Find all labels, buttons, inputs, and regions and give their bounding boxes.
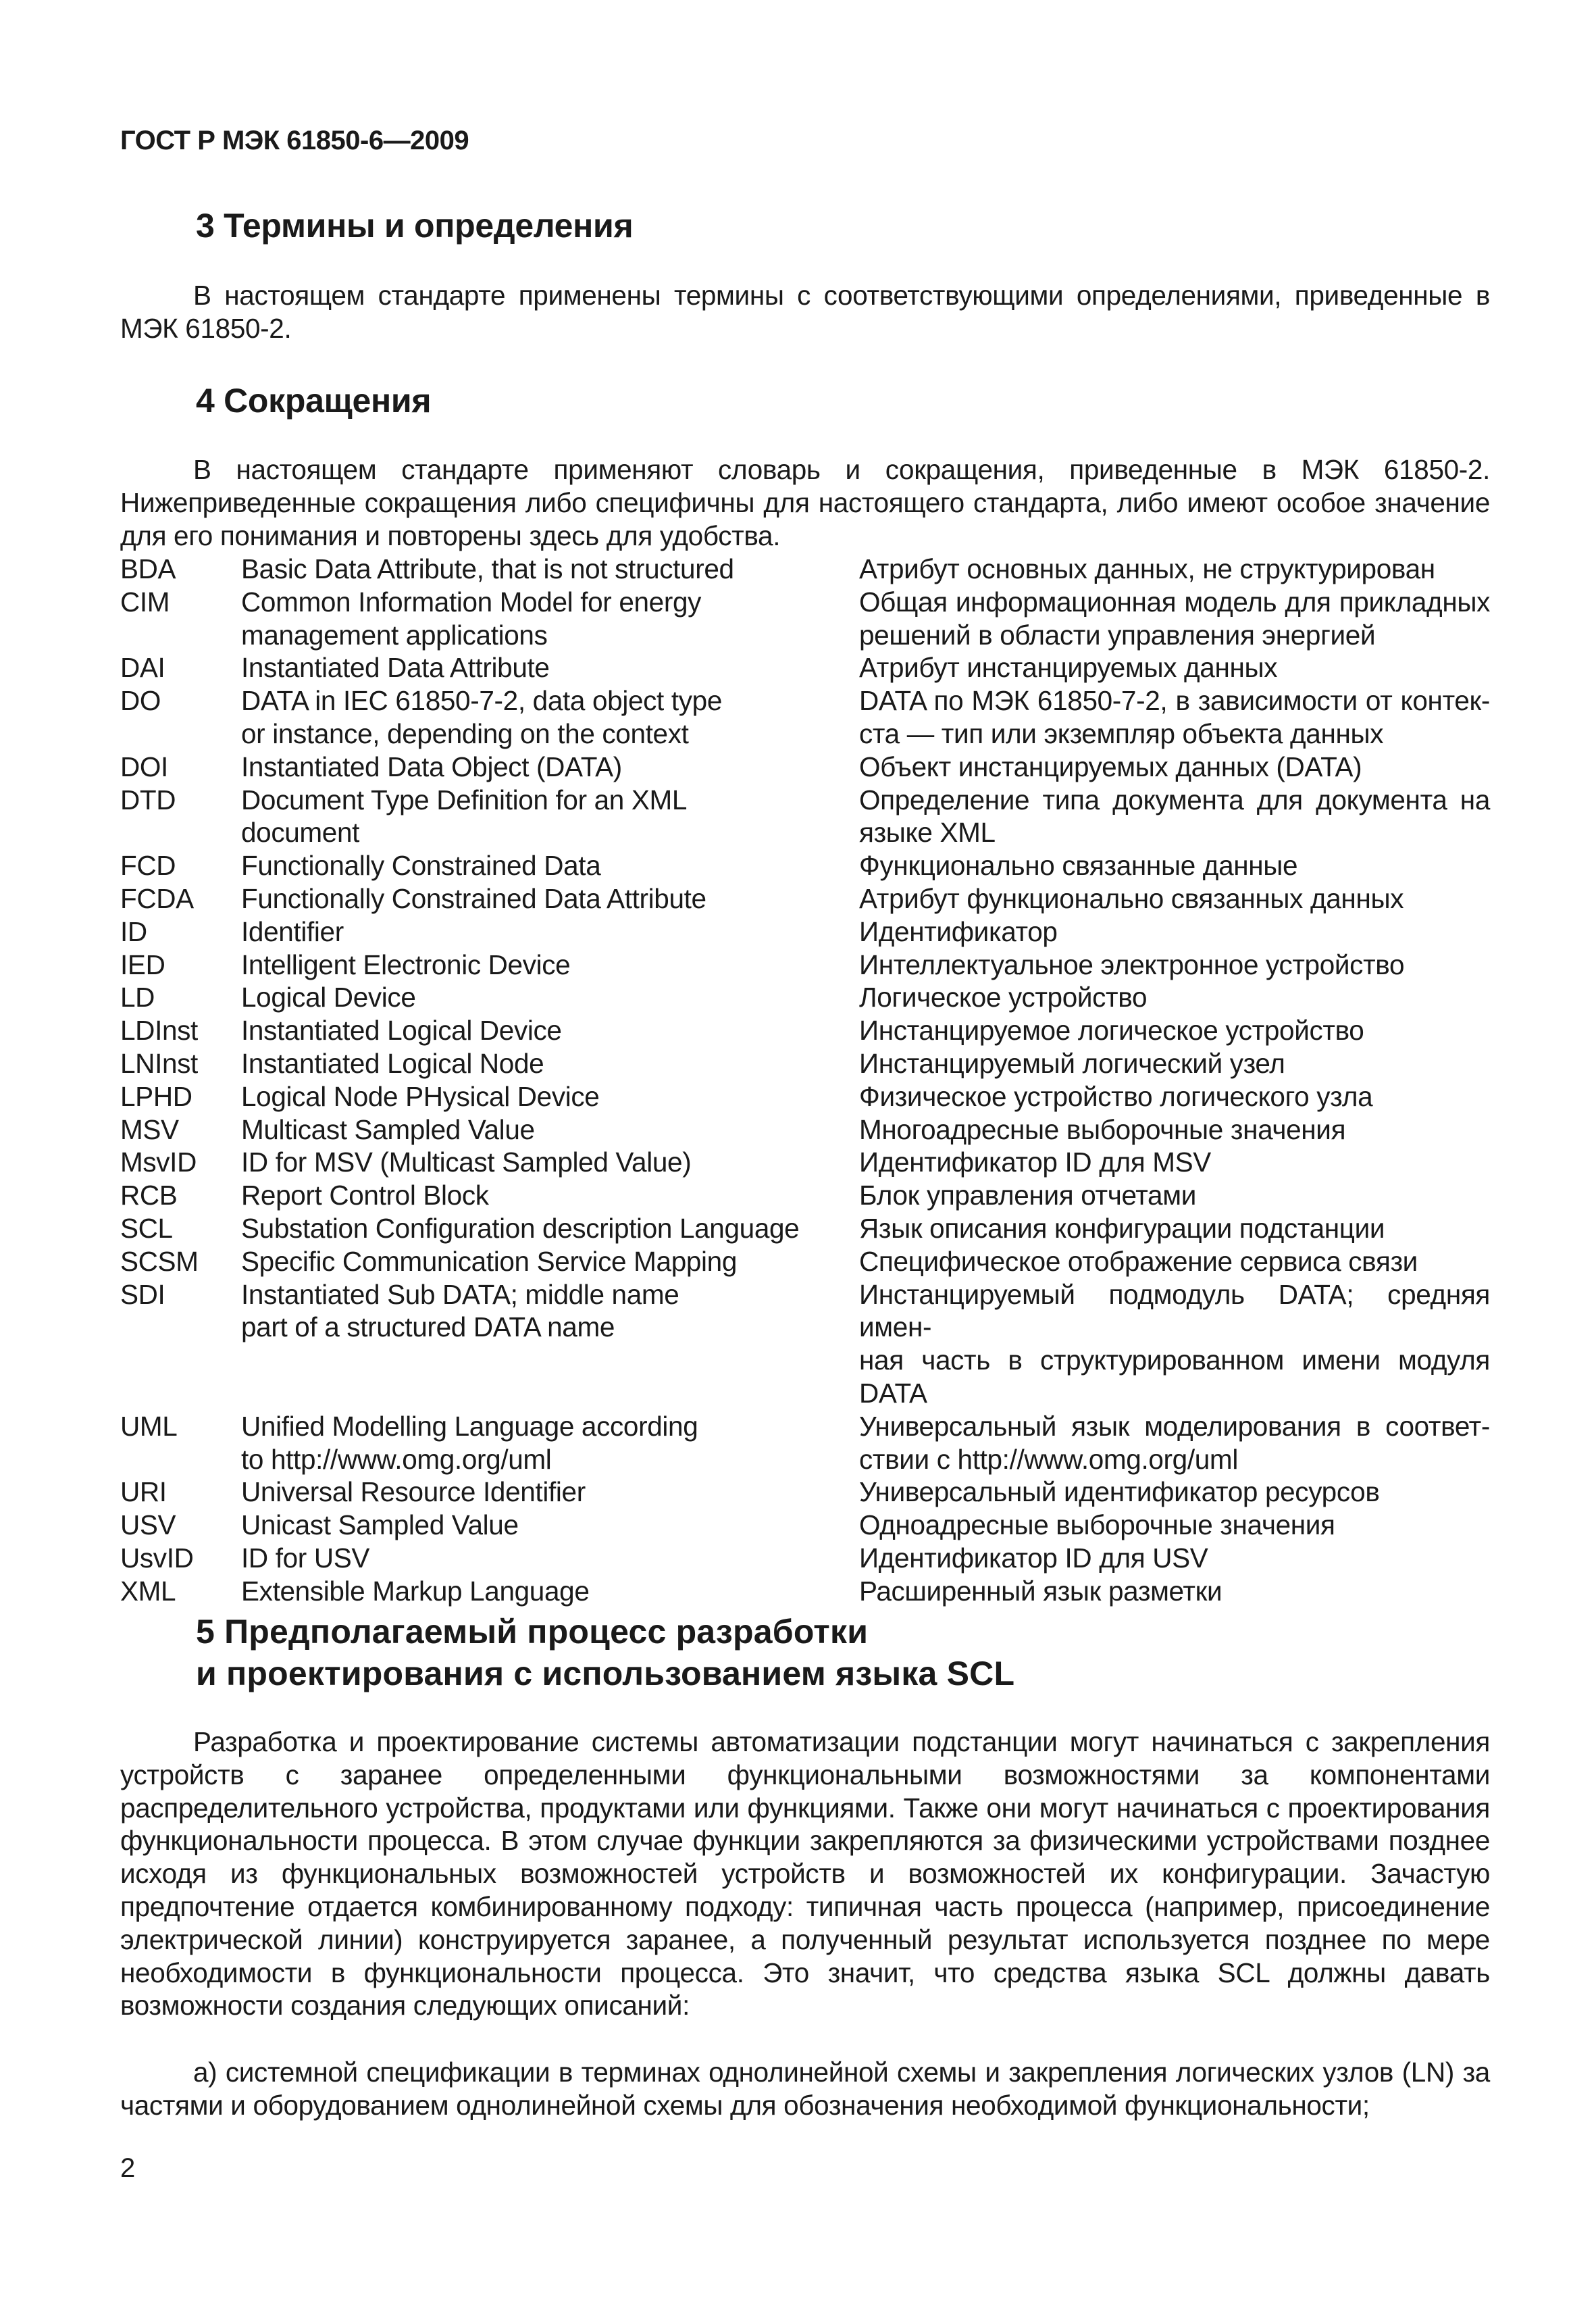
abbreviation-english-line: Basic Data Attribute, that is not structured [241,553,734,584]
abbreviation-russian [859,949,1490,982]
abbreviation-term: ID [120,915,147,947]
abbreviation-russian [859,784,1490,850]
abbreviation-english-line: Functionally Constrained Data Attribute [241,882,706,914]
abbreviation-row [120,915,1490,949]
abbreviation-russian [859,915,1490,949]
abbreviation-term: DO [120,685,161,717]
section-4-paragraph: В настоящем стандарте применяют словарь и сокращения, приведенные в МЭК 61850-2. Нижеприведенные сокращения либо специфичны для настоящего стандарта, либо имеют особое значение для его понимания и повторены здесь для удобства. [120,454,1490,551]
abbreviation-russian [859,1113,1490,1147]
abbreviation-term: DOI [120,751,168,782]
abbreviation-russian [859,1146,1490,1179]
abbreviation-english-line: Instantiated Data Attribute [241,652,550,684]
abbreviation-russian-line: Язык описания конфигурации подстанции [859,1212,1385,1244]
abbreviation-english-line: to http://www.omg.org/uml [241,1443,552,1475]
abbreviation-russian [859,1509,1490,1542]
abbreviation-russian [859,1014,1490,1047]
abbreviation-russian [859,882,1490,915]
abbreviation-russian [859,1179,1490,1212]
abbreviation-russian-line: Идентификатор ID для MSV [859,1147,1211,1178]
abbreviation-english-line: Report Control Block [241,1180,489,1211]
abbreviation-russian-line: Блок управления отчетами [859,1180,1196,1211]
abbreviation-english-line: Multicast Sampled Value [241,1113,535,1145]
abbreviation-english [241,1542,859,1575]
abbreviation-russian-line: Расширенный язык разметки [859,1575,1222,1607]
abbreviation-row [120,882,1490,915]
abbreviation-english [241,784,859,850]
abbreviation-english-line: or instance, depending on the context [241,718,689,749]
abbreviation-english [241,1509,859,1542]
abbreviation-term: UML [120,1410,178,1442]
abbreviation-russian [859,651,1490,684]
abbreviation-russian-line: ста — тип или экземпляр объекта данных [859,718,1384,749]
abbreviation-term: FCDA [120,882,194,914]
abbreviation-english-line: document [241,817,360,849]
abbreviation-russian-line: Атрибут основных данных, не структурирован [859,553,1435,584]
abbreviation-row [120,1014,1490,1047]
abbreviation-term: IED [120,949,165,980]
abbreviation-russian [859,553,1490,586]
abbreviation-row [120,1179,1490,1212]
abbreviation-russian [859,849,1490,882]
abbreviation-english-line: Functionally Constrained Data [241,850,601,882]
abbreviation-english-line: Instantiated Sub DATA; middle name [241,1278,679,1310]
abbreviation-russian [859,1476,1490,1509]
abbreviation-russian-line: Идентификатор ID для USV [859,1542,1208,1574]
abbreviation-english [241,1410,859,1476]
abbreviation-term: CIM [120,586,170,618]
section-3-paragraph: В настоящем стандарте применены термины с соответствующими определениями, приведенные в МЭК 61850-2. [120,280,1490,344]
abbreviation-russian-line: Инстанцируемый логический узел [859,1047,1285,1079]
abbreviation-russian-line: Общая информационная модель для прикладных [859,586,1490,618]
abbreviation-english [241,1575,859,1608]
abbreviation-russian-line: Одноадресные выборочные значения [859,1509,1335,1541]
abbreviation-term: SCL [120,1212,173,1244]
abbreviation-english [241,1245,859,1278]
abbreviation-english-line: Common Information Model for energy [241,586,702,618]
abbreviation-russian [859,586,1490,652]
abbreviation-row [120,1575,1490,1608]
abbreviation-english [241,553,859,586]
abbreviation-russian-line: Идентификатор [859,915,1058,947]
abbreviation-english-line: ID for USV [241,1542,370,1574]
abbreviation-english-line: management applications [241,619,548,651]
abbreviation-russian-line: DATA [859,1377,927,1409]
abbreviation-row [120,1509,1490,1542]
abbreviation-term: LD [120,982,155,1013]
abbreviation-russian-line: Инстанцируемое логическое устройство [859,1015,1364,1047]
abbreviation-english-line: Extensible Markup Language [241,1575,590,1607]
abbreviation-english-line: Identifier [241,915,344,947]
abbreviation-english-line: ID for MSV (Multicast Sampled Value) [241,1147,692,1178]
abbreviation-term: UsvID [120,1542,194,1574]
abbreviation-row [120,586,1490,652]
abbreviation-row [120,981,1490,1014]
abbreviation-english-line: Unicast Sampled Value [241,1509,519,1541]
abbreviation-russian-line: Функционально связанные данные [859,850,1298,882]
abbreviation-row [120,553,1490,586]
abbreviation-row [120,1080,1490,1113]
abbreviation-russian-line: Атрибут инстанцируемых данных [859,652,1278,684]
abbreviation-term: LDInst [120,1015,198,1047]
abbreviation-english-line: Instantiated Logical Device [241,1015,562,1047]
abbreviation-english-line: Instantiated Data Object (DATA) [241,751,622,782]
abbreviation-english [241,651,859,684]
abbreviation-row [120,1542,1490,1575]
abbreviation-row [120,1113,1490,1147]
abbreviation-english-line: DATA in IEC 61850-7-2, data object type [241,685,723,717]
abbreviation-russian-line: ствии с http://www.omg.org/uml [859,1443,1238,1475]
abbreviation-russian [859,1245,1490,1278]
section-5-title-line-2: и проектирования с использованием языка SCL [196,1655,1015,1692]
abbreviation-russian [859,1542,1490,1575]
abbreviation-russian [859,1212,1490,1245]
abbreviation-english-line: Instantiated Logical Node [241,1047,544,1079]
abbreviation-english-line: Document Type Definition for an XML [241,784,688,815]
abbreviation-row [120,1410,1490,1476]
abbreviation-russian [859,684,1490,751]
abbreviation-russian-line: Универсальный язык моделирования в соответ- [859,1410,1490,1442]
abbreviation-term: URI [120,1476,167,1508]
abbreviation-row [120,784,1490,850]
abbreviation-english-line: Universal Resource Identifier [241,1476,586,1508]
abbreviation-russian-line: Определение типа документа для документа на [859,784,1490,815]
abbreviation-term: XML [120,1575,176,1607]
abbreviation-english [241,684,859,751]
abbreviation-russian-line: Атрибут функционально связанных данных [859,882,1404,914]
abbreviation-russian-line: Специфическое отображение сервиса связи [859,1245,1418,1277]
abbreviation-english-line: Specific Communication Service Mapping [241,1245,738,1277]
abbreviation-row [120,1146,1490,1179]
abbreviation-term: USV [120,1509,176,1541]
section-5-item-a: а) системной спецификации в терминах однолинейной схемы и закрепления логических узлов (LN) за частями и оборудованием однолинейной схемы для обозначения необходимой функциональности; [120,2057,1490,2121]
abbreviation-term: DTD [120,784,176,815]
abbreviation-russian [859,1575,1490,1608]
abbreviation-row [120,751,1490,784]
abbreviation-english-line: Logical Node PHysical Device [241,1080,600,1112]
abbreviation-term: MsvID [120,1147,197,1178]
abbreviation-term: SCSM [120,1245,199,1277]
abbreviation-english [241,949,859,982]
abbreviation-english [241,1476,859,1509]
page-number: 2 [120,2153,136,2183]
abbreviation-english [241,586,859,652]
abbreviation-english [241,981,859,1014]
abbreviation-row [120,1278,1490,1410]
abbreviation-english [241,1014,859,1047]
abbreviation-english [241,1047,859,1080]
abbreviation-russian-line: Многоадресные выборочные значения [859,1113,1346,1145]
abbreviation-russian-line: языке XML [859,817,996,849]
section-5-title-line-1: 5 Предполагаемый процесс разработки [196,1613,869,1651]
abbreviation-row [120,849,1490,882]
abbreviation-term: FCD [120,850,176,882]
abbreviation-term: MSV [120,1113,179,1145]
abbreviation-english [241,751,859,784]
abbreviation-row [120,1212,1490,1245]
abbreviation-english-line: part of a structured DATA name [241,1311,615,1343]
abbreviation-english-line: Logical Device [241,982,416,1013]
abbreviation-english [241,1212,859,1245]
abbreviation-row [120,1047,1490,1080]
abbreviation-term: SDI [120,1278,165,1310]
abbreviation-russian-line: ная часть в структурированном имени модуля [859,1344,1490,1376]
abbreviation-russian [859,981,1490,1014]
abbreviation-english [241,1113,859,1147]
abbreviation-row [120,1245,1490,1278]
abbreviation-row [120,684,1490,751]
abbreviations-table [120,553,1490,1608]
abbreviation-english [241,882,859,915]
abbreviation-term: RCB [120,1180,178,1211]
abbreviation-term: LNInst [120,1047,198,1079]
abbreviation-english [241,915,859,949]
abbreviation-russian [859,1080,1490,1113]
abbreviation-russian [859,751,1490,784]
standard-header: ГОСТ Р МЭК 61850-6—2009 [120,126,469,155]
abbreviation-english [241,1179,859,1212]
abbreviation-row [120,1476,1490,1509]
abbreviation-term: DAI [120,652,165,684]
abbreviation-russian-line: Инстанцируемый подмодуль DATA; средняя имен- [859,1278,1490,1343]
abbreviation-english [241,849,859,882]
abbreviation-russian-line: Интеллектуальное электронное устройство [859,949,1405,980]
abbreviation-russian-line: Универсальный идентификатор ресурсов [859,1476,1380,1508]
abbreviation-term: BDA [120,553,176,584]
abbreviation-russian [859,1278,1490,1410]
abbreviation-russian-line: Логическое устройство [859,982,1148,1013]
abbreviation-english [241,1146,859,1179]
abbreviation-russian-line: решений в области управления энергией [859,619,1376,651]
abbreviation-english-line: Substation Configuration description Language [241,1212,800,1244]
section-3-title: 3 Термины и определения [196,207,634,245]
abbreviation-term: LPHD [120,1080,192,1112]
abbreviation-russian [859,1047,1490,1080]
abbreviation-english [241,1080,859,1113]
abbreviation-english [241,1278,859,1410]
abbreviation-russian-line: Объект инстанцируемых данных (DATA) [859,751,1362,782]
section-5-paragraph: Разработка и проектирование системы автоматизации подстанции могут начинаться с закрепления устройств с заранее определенными функциональными возможностями за компонентами распределительного устройства, продуктами или функциями. Также они могут начинаться с проектирования функциональности процесса. В этом случае функции закрепляются за физическими устройствами позднее исходя из функциональных возможностей устройств и возможностей их конфигурации. Зачастую предпочтение отдается комбинированному подходу: типичная часть процесса (например, присоединение электрической линии) конструируется заранее, а полученный результат используется позднее по мере необходимости в функциональности процесса. Это значит, что средства языка SCL должны давать возможности создания следующих описаний: [120,1726,1490,2021]
abbreviation-english-line: Intelligent Electronic Device [241,949,571,980]
abbreviation-english-line: Unified Modelling Language according [241,1410,698,1442]
abbreviation-russian-line: DATA по МЭК 61850-7-2, в зависимости от контек- [859,685,1490,717]
abbreviation-row [120,651,1490,684]
abbreviation-row [120,949,1490,982]
abbreviation-russian-line: Физическое устройство логического узла [859,1080,1373,1112]
abbreviation-russian [859,1410,1490,1476]
section-4-title: 4 Сокращения [196,382,432,420]
